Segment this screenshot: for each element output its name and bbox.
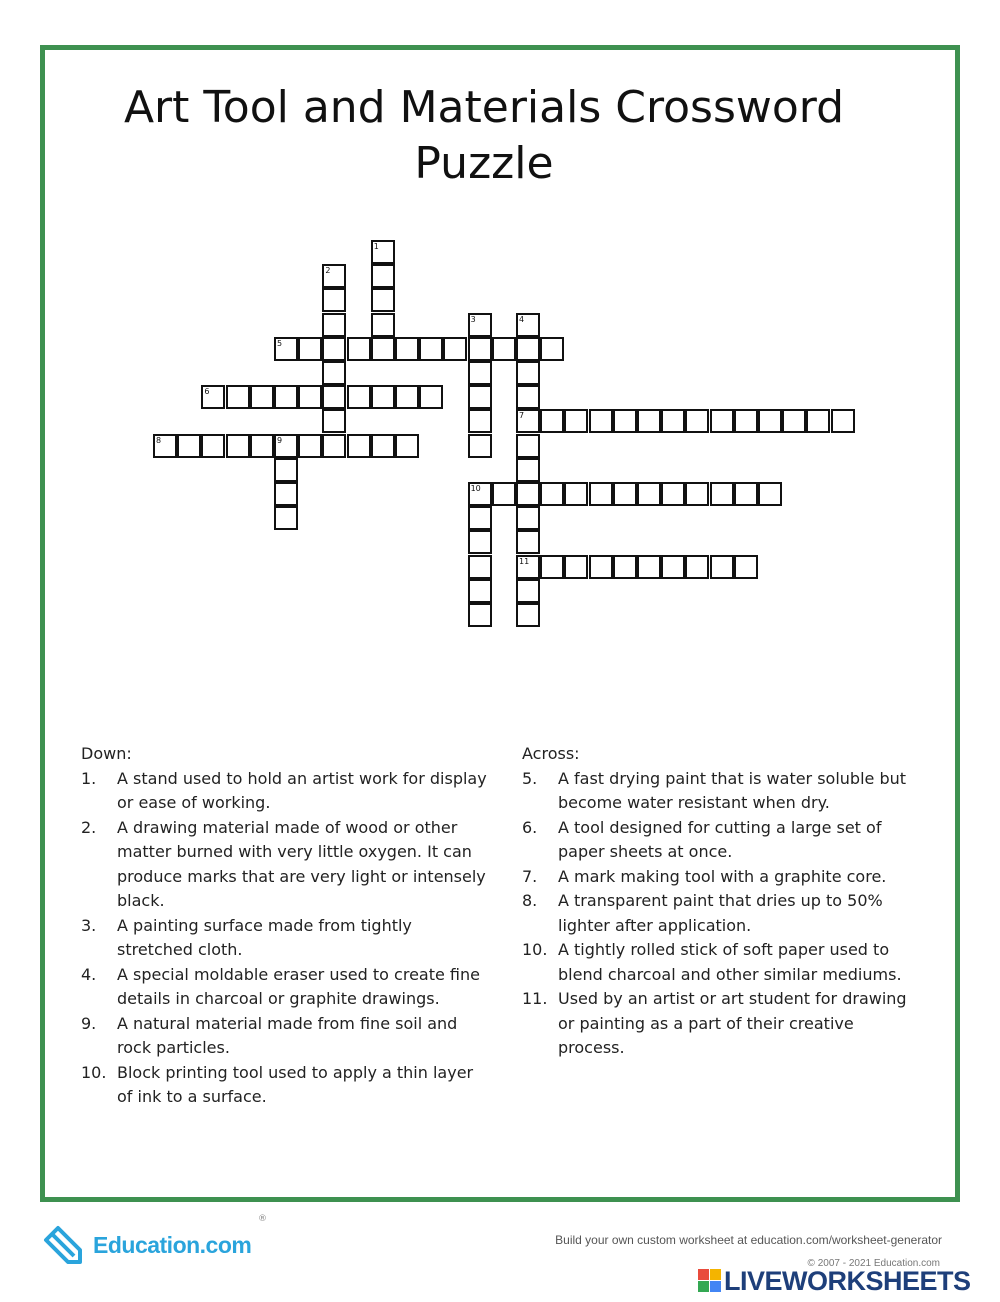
clue-text: A fast drying paint that is water soluble but become water resistant when dry. — [558, 768, 907, 812]
education-logo-text: Education.com — [93, 1232, 252, 1258]
lw-tile-icon — [710, 1281, 721, 1292]
crossword-cell[interactable] — [613, 482, 637, 506]
crossword-cell[interactable] — [468, 579, 492, 603]
crossword-clue-number: 5 — [277, 338, 283, 348]
crossword-cell[interactable] — [468, 434, 492, 458]
crossword-clue-number: 2 — [325, 266, 331, 276]
clue-number: 11. — [522, 989, 548, 1008]
down-clue — [81, 1012, 491, 1061]
crossword-clue-number: 11 — [519, 556, 530, 566]
across-clue — [522, 889, 922, 938]
crossword-cell[interactable] — [516, 506, 540, 530]
crossword-cell[interactable] — [564, 409, 588, 433]
title-line-1: Art Tool and Materials Crossword — [123, 82, 845, 133]
crossword-cell[interactable] — [758, 482, 782, 506]
crossword-cell[interactable] — [443, 337, 467, 361]
crossword-cell[interactable] — [589, 409, 613, 433]
crossword-cell[interactable] — [734, 409, 758, 433]
crossword-cell[interactable] — [589, 555, 613, 579]
crossword-cell[interactable] — [516, 482, 540, 506]
liveworksheets-text: LIVEWORKSHEETS — [724, 1266, 971, 1296]
crossword-cell[interactable] — [468, 506, 492, 530]
crossword-clue-number: 4 — [519, 314, 525, 324]
across-clues — [522, 742, 922, 1061]
down-clue — [81, 1061, 491, 1110]
crossword-cell[interactable] — [177, 434, 201, 458]
clue-text: A natural material made from fine soil and rock particles. — [117, 1013, 458, 1057]
clue-number: 10. — [81, 1062, 107, 1082]
crossword-cell[interactable] — [831, 409, 855, 433]
crossword-cell[interactable] — [322, 434, 346, 458]
clue-text: Used by an artist or art student for drawing or painting as a part of their creative process. — [558, 989, 907, 1057]
crossword-cell[interactable] — [516, 337, 540, 361]
down-heading: Down: — [81, 744, 132, 763]
clue-text: A mark making tool with a graphite core. — [558, 866, 887, 886]
clue-text: A painting surface made from tightly stretched cloth. — [117, 915, 412, 959]
across-clue — [522, 938, 922, 987]
down-clue — [81, 816, 491, 914]
crossword-cell[interactable] — [492, 482, 516, 506]
crossword-cell[interactable] — [347, 385, 371, 409]
crossword-cell[interactable] — [516, 385, 540, 409]
crossword-cell[interactable] — [201, 434, 225, 458]
crossword-cell[interactable] — [589, 482, 613, 506]
down-clues — [81, 742, 491, 1110]
crossword-cell[interactable] — [371, 313, 395, 337]
crossword-cell[interactable] — [516, 434, 540, 458]
crossword-cell[interactable] — [274, 458, 298, 482]
crossword-cell[interactable] — [274, 506, 298, 530]
crossword-clue-number: 10 — [470, 484, 481, 493]
across-clue — [522, 767, 922, 816]
crossword-cell[interactable] — [371, 288, 395, 312]
crossword-cell[interactable] — [613, 409, 637, 433]
crossword-cell[interactable] — [637, 409, 661, 433]
crossword-cell[interactable] — [492, 337, 516, 361]
down-clue — [81, 963, 491, 1012]
crossword-clue-number: 1 — [373, 242, 379, 251]
across-clue — [522, 865, 922, 890]
down-clue — [81, 767, 491, 816]
clue-number: 10. — [522, 940, 548, 959]
crossword-cell[interactable] — [516, 530, 540, 554]
crossword-cell[interactable] — [710, 409, 734, 433]
crossword-cell[interactable] — [322, 409, 346, 433]
crossword-cell[interactable] — [347, 434, 371, 458]
education-logo[interactable] — [40, 1214, 300, 1272]
crossword-cell[interactable] — [710, 555, 734, 579]
clue-number: 1. — [81, 768, 97, 788]
crossword-cell[interactable] — [322, 385, 346, 409]
registered-mark: ® — [258, 1214, 267, 1224]
lw-tile-icon — [698, 1269, 709, 1280]
crossword-cell[interactable] — [637, 555, 661, 579]
crossword-cell[interactable] — [516, 579, 540, 603]
copyright-text: © 2007 - 2021 Education.com — [807, 1258, 940, 1269]
lw-tile-icon — [710, 1269, 721, 1280]
build-worksheet-link[interactable]: Build your own custom worksheet at education.com/worksheet-generator — [555, 1233, 942, 1247]
clue-number: 7. — [522, 866, 538, 886]
clue-number: 3. — [81, 915, 97, 935]
crossword-cell[interactable] — [250, 385, 274, 409]
clue-number: 9. — [81, 1013, 97, 1033]
crossword-cell[interactable] — [395, 434, 419, 458]
clue-text: A transparent paint that dries up to 50% lighter after application. — [558, 891, 883, 935]
crossword-cell[interactable] — [419, 337, 443, 361]
across-clue — [522, 816, 922, 865]
crossword-cell[interactable] — [516, 603, 540, 627]
crossword-cell[interactable] — [685, 482, 709, 506]
down-clue — [81, 914, 491, 963]
crossword-cell[interactable] — [298, 337, 322, 361]
clue-text: A tool designed for cutting a large set of paper sheets at once. — [558, 817, 882, 861]
crossword-cell[interactable] — [468, 603, 492, 627]
crossword-clue-number: 9 — [277, 435, 283, 445]
clue-text: Block printing tool used to apply a thin layer of ink to a surface. — [117, 1062, 474, 1106]
crossword-cell[interactable] — [564, 555, 588, 579]
crossword-cell[interactable] — [661, 482, 685, 506]
clue-number: 2. — [81, 817, 97, 837]
across-heading: Across: — [522, 744, 580, 763]
crossword-cell[interactable] — [734, 482, 758, 506]
crossword-clue-number: 7 — [519, 411, 525, 421]
crossword-cell[interactable] — [371, 385, 395, 409]
crossword-cell[interactable] — [806, 409, 830, 433]
across-clue-list — [522, 767, 922, 1061]
crossword-cell[interactable] — [371, 264, 395, 288]
clue-text: A stand used to hold an artist work for display or ease of working. — [117, 768, 487, 812]
crossword-cell[interactable] — [468, 409, 492, 433]
crossword-cell[interactable] — [685, 409, 709, 433]
crossword-cell[interactable] — [322, 337, 346, 361]
crossword-cell[interactable] — [226, 434, 250, 458]
crossword-cell[interactable] — [322, 361, 346, 385]
crossword-cell[interactable] — [564, 482, 588, 506]
across-clue — [522, 987, 922, 1061]
crossword-cell[interactable] — [298, 434, 322, 458]
pencil-logo-icon — [40, 1222, 86, 1268]
crossword-cell[interactable] — [395, 337, 419, 361]
crossword-cell[interactable] — [371, 434, 395, 458]
crossword-cell[interactable] — [540, 555, 564, 579]
clue-number: 4. — [81, 964, 97, 984]
crossword-clue-number: 6 — [204, 387, 210, 397]
crossword-cell[interactable] — [661, 555, 685, 579]
crossword-cell[interactable] — [322, 288, 346, 312]
crossword-cell[interactable] — [395, 385, 419, 409]
crossword-clue-number: 8 — [156, 435, 162, 445]
clue-number: 6. — [522, 817, 538, 837]
crossword-cell[interactable] — [419, 385, 443, 409]
crossword-cell[interactable] — [516, 458, 540, 482]
crossword-cell[interactable] — [661, 409, 685, 433]
crossword-clue-number: 3 — [470, 314, 476, 324]
crossword-cell[interactable] — [540, 337, 564, 361]
down-clue-list — [81, 767, 491, 1110]
clue-text: A drawing material made of wood or other matter burned with very little oxygen. It can produce marks that are very light or intensely black. — [117, 817, 486, 910]
liveworksheets-logo[interactable] — [698, 1265, 998, 1297]
crossword-cell[interactable] — [226, 385, 250, 409]
crossword-cell[interactable] — [468, 361, 492, 385]
crossword-cell[interactable] — [734, 555, 758, 579]
crossword-cell[interactable] — [685, 555, 709, 579]
lw-tile-icon — [698, 1281, 709, 1292]
crossword-cell[interactable] — [540, 409, 564, 433]
crossword-cell[interactable] — [371, 337, 395, 361]
crossword-cell[interactable] — [274, 482, 298, 506]
crossword-cell[interactable] — [322, 313, 346, 337]
crossword-cell[interactable] — [274, 385, 298, 409]
clue-number: 5. — [522, 768, 538, 788]
crossword-cell[interactable] — [250, 434, 274, 458]
crossword-cell[interactable] — [468, 337, 492, 361]
crossword-cell[interactable] — [468, 385, 492, 409]
crossword-cell[interactable] — [298, 385, 322, 409]
crossword-cell[interactable] — [468, 530, 492, 554]
crossword-cell[interactable] — [516, 361, 540, 385]
clue-text: A tightly rolled stick of soft paper used to blend charcoal and other similar mediums. — [558, 940, 902, 984]
liveworksheets-tiles-icon — [698, 1269, 722, 1293]
clue-text: A special moldable eraser used to create fine details in charcoal or graphite drawings. — [117, 964, 480, 1008]
crossword-cell[interactable] — [540, 482, 564, 506]
crossword-cell[interactable] — [782, 409, 806, 433]
crossword-cell[interactable] — [758, 409, 782, 433]
crossword-cell[interactable] — [710, 482, 734, 506]
crossword-cell[interactable] — [637, 482, 661, 506]
clue-number: 8. — [522, 891, 538, 910]
crossword-cell[interactable] — [468, 555, 492, 579]
title-line-2: Puzzle — [414, 138, 554, 189]
crossword-cell[interactable] — [613, 555, 637, 579]
crossword-cell[interactable] — [347, 337, 371, 361]
